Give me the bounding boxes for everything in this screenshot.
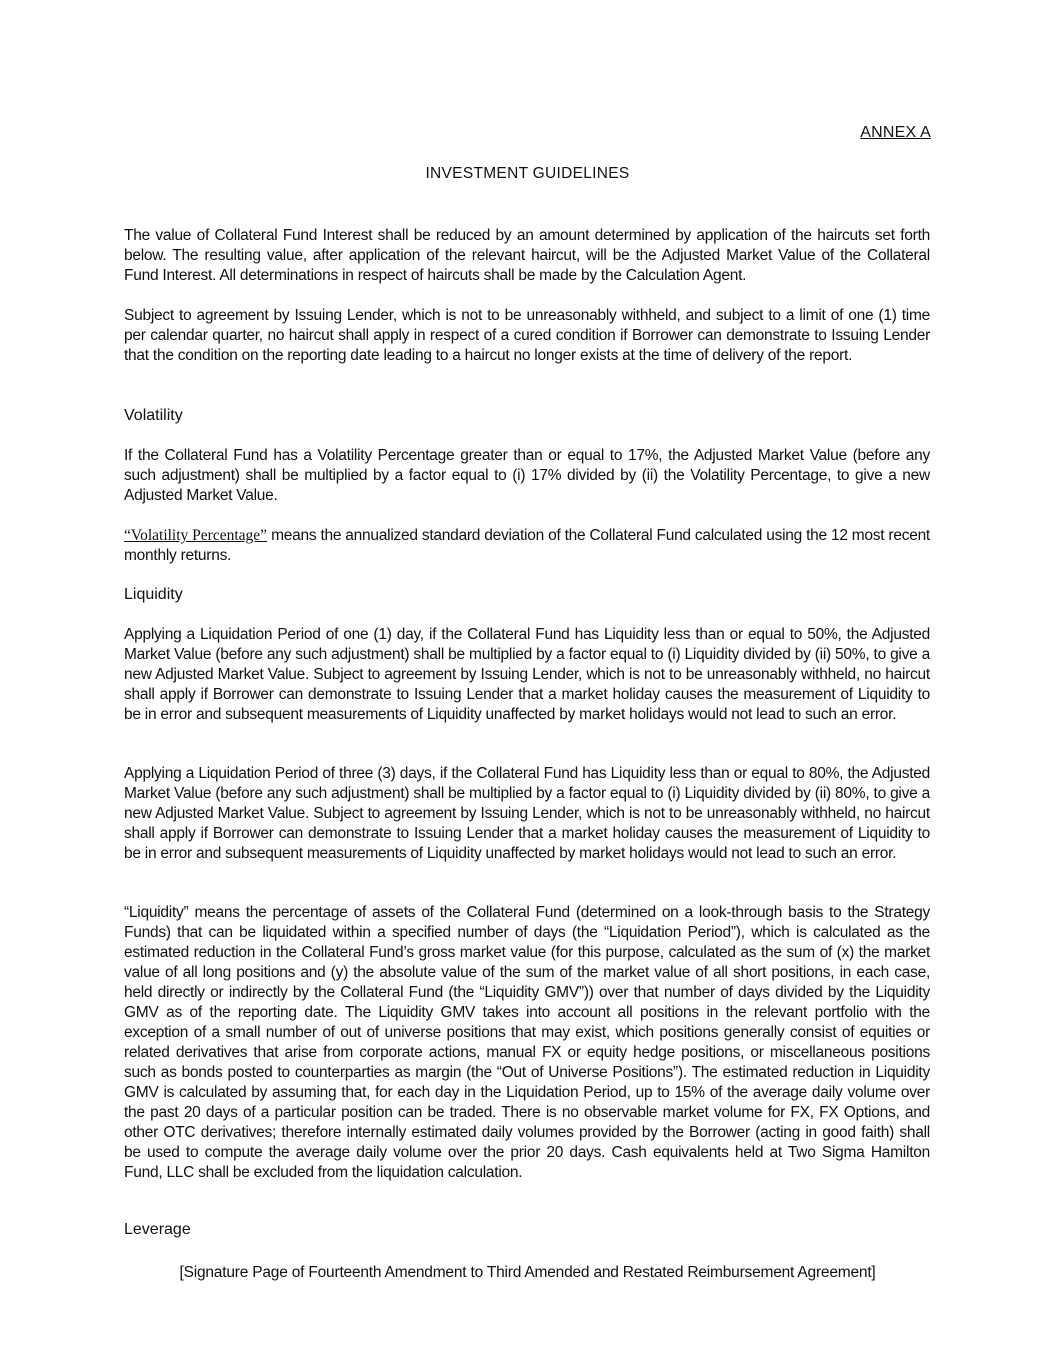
volatility-section: [124, 406, 930, 426]
intro-section: [124, 226, 930, 286]
intro-paragraph-cured-condition: Subject to agreement by Issuing Lender, which is not to be unreasonably withheld, and subject to a limit of one (1) time per calendar quarter, no haircut shall apply in respect of a cured condition if Borrower can demonstrate to Issuing Lender that the condition on the reporting date leading to a haircut no longer exists at the time of delivery of the report.: [124, 307, 930, 364]
volatility-heading: Volatility: [124, 407, 183, 424]
liquidity-definition: [124, 903, 930, 1183]
liquidity-rule-three-days: [124, 764, 930, 864]
volatility-definition: [124, 526, 930, 566]
intro-paragraph-haircuts: The value of Collateral Fund Interest shall be reduced by an amount determined by application of the haircuts set forth below. The resulting value, after application of the relevant haircut, will be the Adjusted Market Value of the Collateral Fund Interest. All determinations in respect of haircuts shall be made by the Calculation Agent.: [124, 227, 930, 284]
intro-section-cured: [124, 306, 930, 366]
volatility-definition-text: means the annualized standard deviation of the Collateral Fund calculated using the 12 most recent monthly returns.: [124, 527, 930, 564]
liquidity-rule-one-day: [124, 625, 930, 725]
volatility-rule: [124, 446, 930, 506]
volatility-definition-term: “Volatility Percentage”: [124, 527, 268, 544]
liquidity-paragraph-three-days: Applying a Liquidation Period of three (3) days, if the Collateral Fund has Liquidity less than or equal to 80%, the Adjusted Market Value (before any such adjustment) shall be multiplied by a factor equal to (i) Liquidity divided by (ii) 80%, to give a new Adjusted Market Value. Subject to agreement by Issuing Lender, which is not to be unreasonably withheld, no haircut shall apply if Borrower can demonstrate to Issuing Lender that a market holiday causes the measurement of Liquidity to be in error and subsequent measurements of Liquidity unaffected by market holidays would not lead to such an error.: [124, 765, 930, 862]
leverage-heading: Leverage: [124, 1221, 191, 1238]
liquidity-paragraph-one-day: Applying a Liquidation Period of one (1) day, if the Collateral Fund has Liquidity less than or equal to 50%, the Adjusted Market Value (before any such adjustment) shall be multiplied by a factor equal to (i) Liquidity divided by (ii) 50%, to give a new Adjusted Market Value. Subject to agreement by Issuing Lender, which is not to be unreasonably withheld, no haircut shall apply if Borrower can demonstrate to Issuing Lender that a market holiday causes the measurement of Liquidity to be in error and subsequent measurements of Liquidity unaffected by market holidays would not lead to such an error.: [124, 626, 930, 723]
leverage-section: [124, 1220, 930, 1240]
annex-label: ANNEX A: [860, 124, 931, 141]
liquidity-section: [124, 585, 930, 605]
volatility-paragraph: If the Collateral Fund has a Volatility Percentage greater than or equal to 17%, the Adjusted Market Value (before any such adjustment) shall be multiplied by a factor equal to (i) 17% divided by (ii) the Volatility Percentage, to give a new Adjusted Market Value.: [124, 447, 930, 504]
signature-page-footer: [Signature Page of Fourteenth Amendment to Third Amended and Restated Reimbursement Agreement]: [179, 1264, 876, 1281]
liquidity-heading: Liquidity: [124, 586, 183, 603]
liquidity-definition-paragraph: “Liquidity” means the percentage of assets of the Collateral Fund (determined on a look-through basis to the Strategy Funds) that can be liquidated within a specified number of days (the “Liquidation Period”), which is calculated as the estimated reduction in the Collateral Fund’s gross market value (for this purpose, calculated as the sum of (x) the market value of all long positions and (y) the absolute value of the sum of the market value of all short positions, in each case, held directly or indirectly by the Collateral Fund (the “Liquidity GMV”)) over that number of days divided by the Liquidity GMV as of the reporting date. The Liquidity GMV takes into account all positions in the relevant portfolio with the exception of a small number of out of universe positions that may exist, which positions generally consist of equities or related derivatives that arise from corporate actions, manual FX or equity hedge positions, or miscellaneous positions such as bonds posted to counterparties as margin (the “Out of Universe Positions”). The estimated reduction in Liquidity GMV is calculated by assuming that, for each day in the Liquidation Period, up to 15% of the average daily volume over the past 20 days of a particular position can be traded. There is no observable market volume for FX, FX Options, and other OTC derivatives; therefore internally estimated daily volumes provided by the Borrower (acting in good faith) shall be used to compute the average daily volume over the prior 20 days. Cash equivalents held at Two Sigma Hamilton Fund, LLC shall be excluded from the liquidation calculation.: [124, 904, 930, 1181]
document-title: INVESTMENT GUIDELINES: [425, 165, 630, 182]
volatility-definition-paragraph: [124, 526, 930, 566]
